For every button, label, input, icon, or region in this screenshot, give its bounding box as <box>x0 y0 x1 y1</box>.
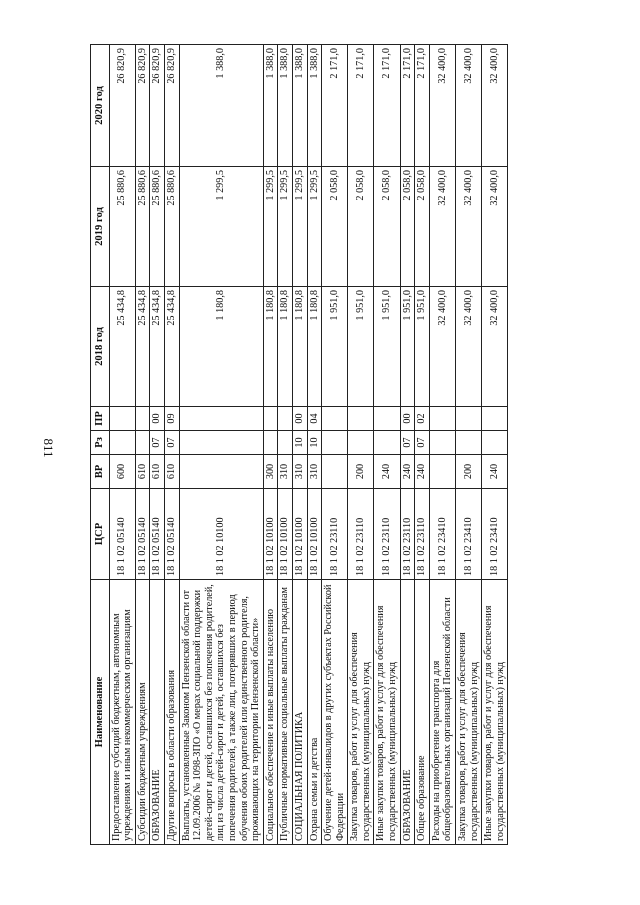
cell-pr <box>263 407 278 431</box>
cell-2018: 1 951,0 <box>415 287 430 407</box>
cell-2019: 1 299,5 <box>278 167 293 287</box>
cell-2019: 25 880,6 <box>150 167 165 287</box>
table-row <box>164 45 179 845</box>
cell-2020: 2 171,0 <box>415 45 430 167</box>
cell-2020: 2 171,0 <box>322 45 348 167</box>
cell-vr: 240 <box>400 455 415 489</box>
cell-csr: 18 1 02 10100 <box>179 489 263 580</box>
cell-name: ОБРАЗОВАНИЕ <box>150 580 165 845</box>
cell-vr: 610 <box>164 455 179 489</box>
cell-rz <box>179 431 263 455</box>
cell-2018: 1 951,0 <box>374 287 400 407</box>
cell-2018: 1 180,8 <box>278 287 293 407</box>
cell-csr: 18 1 02 23110 <box>348 489 374 580</box>
cell-csr: 18 1 02 23110 <box>400 489 415 580</box>
header-pr: ПР <box>91 407 110 431</box>
cell-2020: 2 171,0 <box>374 45 400 167</box>
cell-vr: 310 <box>307 455 322 489</box>
cell-rz: 07 <box>150 431 165 455</box>
cell-2020: 1 388,0 <box>179 45 263 167</box>
cell-name: Публичные нормативные социальные выплаты гражданам <box>278 580 293 845</box>
cell-rz <box>135 431 150 455</box>
cell-rz <box>348 431 374 455</box>
cell-2020: 26 820,9 <box>164 45 179 167</box>
cell-pr <box>109 407 135 431</box>
table-row <box>400 45 415 845</box>
cell-vr: 310 <box>278 455 293 489</box>
cell-2019: 25 880,6 <box>109 167 135 287</box>
cell-vr: 240 <box>374 455 400 489</box>
cell-vr: 610 <box>150 455 165 489</box>
cell-vr <box>429 455 455 489</box>
cell-csr: 18 1 02 05140 <box>164 489 179 580</box>
table-row <box>292 45 307 845</box>
table-body <box>109 45 508 845</box>
cell-vr: 310 <box>292 455 307 489</box>
cell-name: Обучение детей-инвалидов в других субъектах Российской Федерации <box>322 580 348 845</box>
cell-rz <box>109 431 135 455</box>
cell-vr: 600 <box>109 455 135 489</box>
cell-rz <box>456 431 482 455</box>
table-row <box>307 45 322 845</box>
table-row <box>415 45 430 845</box>
cell-name: Субсидии бюджетным учреждениям <box>135 580 150 845</box>
table-row <box>278 45 293 845</box>
cell-pr <box>322 407 348 431</box>
cell-2018: 25 434,8 <box>135 287 150 407</box>
header-2019: 2019 год <box>91 167 110 287</box>
header-name: Наименование <box>91 580 110 845</box>
cell-pr <box>482 407 508 431</box>
table-header-row <box>91 45 110 845</box>
header-csr: ЦСР <box>91 489 110 580</box>
table-row <box>456 45 482 845</box>
cell-2018: 1 180,8 <box>292 287 307 407</box>
header-rz: Рз <box>91 431 110 455</box>
table-row <box>348 45 374 845</box>
cell-name: Другие вопросы в области образования <box>164 580 179 845</box>
cell-csr: 18 1 02 10100 <box>292 489 307 580</box>
cell-2018: 32 400,0 <box>482 287 508 407</box>
cell-2020: 32 400,0 <box>456 45 482 167</box>
cell-rz: 07 <box>415 431 430 455</box>
table-row <box>322 45 348 845</box>
cell-csr: 18 1 02 05140 <box>109 489 135 580</box>
cell-vr: 300 <box>263 455 278 489</box>
cell-rz: 10 <box>292 431 307 455</box>
cell-2018: 25 434,8 <box>109 287 135 407</box>
cell-name: Закупка товаров, работ и услуг для обеспечения государственных (муниципальных) нужд <box>348 580 374 845</box>
cell-pr: 04 <box>307 407 322 431</box>
cell-name: Общее образование <box>415 580 430 845</box>
cell-name: Выплаты, установленные Законом Пензенской области от 12.09.2006 № 1098-ЗПО «О мерах социальной поддержки детей-сирот и детей, оставшихся без попечения родителей, лиц из числа детей-сирот и детей, оставшихся без попечения родителей, а также лиц, потерявших в период обучения обоих родителей или единственного родителя, проживающих на территории Пензенской области» <box>179 580 263 845</box>
cell-2018: 32 400,0 <box>429 287 455 407</box>
cell-2020: 32 400,0 <box>482 45 508 167</box>
cell-vr: 610 <box>135 455 150 489</box>
cell-2019: 32 400,0 <box>482 167 508 287</box>
cell-rz <box>278 431 293 455</box>
cell-rz: 10 <box>307 431 322 455</box>
cell-name: Охрана семьи и детства <box>307 580 322 845</box>
cell-csr: 18 1 02 10100 <box>263 489 278 580</box>
cell-2019: 2 058,0 <box>415 167 430 287</box>
cell-2020: 26 820,9 <box>135 45 150 167</box>
cell-2018: 1 951,0 <box>348 287 374 407</box>
cell-pr <box>135 407 150 431</box>
cell-2019: 2 058,0 <box>400 167 415 287</box>
cell-csr: 18 1 02 23410 <box>429 489 455 580</box>
table-row <box>429 45 455 845</box>
cell-2018: 1 180,8 <box>307 287 322 407</box>
cell-csr: 18 1 02 05140 <box>135 489 150 580</box>
cell-pr <box>429 407 455 431</box>
cell-name: Иные закупки товаров, работ и услуг для обеспечения государственных (муниципальных) нужд <box>482 580 508 845</box>
header-2018: 2018 год <box>91 287 110 407</box>
cell-2018: 32 400,0 <box>456 287 482 407</box>
cell-pr: 00 <box>400 407 415 431</box>
cell-name: Иные закупки товаров, работ и услуг для обеспечения государственных (муниципальных) нужд <box>374 580 400 845</box>
cell-rz <box>322 431 348 455</box>
cell-pr <box>456 407 482 431</box>
cell-csr: 18 1 02 23410 <box>482 489 508 580</box>
cell-2019: 1 299,5 <box>263 167 278 287</box>
cell-vr: 200 <box>348 455 374 489</box>
cell-csr: 18 1 02 23410 <box>456 489 482 580</box>
cell-2019: 1 299,5 <box>292 167 307 287</box>
cell-rz <box>374 431 400 455</box>
cell-pr: 02 <box>415 407 430 431</box>
table-row <box>179 45 263 845</box>
cell-csr: 18 1 02 10100 <box>278 489 293 580</box>
cell-pr <box>374 407 400 431</box>
cell-2018: 1 951,0 <box>322 287 348 407</box>
cell-2018: 1 951,0 <box>400 287 415 407</box>
cell-2018: 1 180,8 <box>263 287 278 407</box>
cell-2020: 1 388,0 <box>263 45 278 167</box>
cell-2020: 2 171,0 <box>400 45 415 167</box>
cell-2018: 25 434,8 <box>150 287 165 407</box>
cell-2019: 1 299,5 <box>307 167 322 287</box>
cell-csr: 18 1 02 23110 <box>374 489 400 580</box>
table-row <box>263 45 278 845</box>
cell-rz: 07 <box>164 431 179 455</box>
cell-2020: 26 820,9 <box>150 45 165 167</box>
cell-name: СОЦИАЛЬНАЯ ПОЛИТИКА <box>292 580 307 845</box>
cell-rz <box>482 431 508 455</box>
cell-pr <box>179 407 263 431</box>
rotated-page-content <box>90 45 630 845</box>
cell-2019: 32 400,0 <box>456 167 482 287</box>
cell-vr: 240 <box>482 455 508 489</box>
cell-2019: 32 400,0 <box>429 167 455 287</box>
cell-2020: 1 388,0 <box>292 45 307 167</box>
cell-2019: 2 058,0 <box>348 167 374 287</box>
cell-csr: 18 1 02 10100 <box>307 489 322 580</box>
cell-2018: 25 434,8 <box>164 287 179 407</box>
cell-pr <box>348 407 374 431</box>
cell-csr: 18 1 02 23110 <box>415 489 430 580</box>
cell-2019: 2 058,0 <box>374 167 400 287</box>
cell-name: Социальное обеспечение и иные выплаты населению <box>263 580 278 845</box>
cell-2019: 2 058,0 <box>322 167 348 287</box>
table-row <box>374 45 400 845</box>
page-number: 811 <box>41 438 56 458</box>
header-2020: 2020 год <box>91 45 110 167</box>
cell-name: Расходы на приобретение транспорта для общеобразовательных организаций Пензенской области <box>429 580 455 845</box>
cell-pr: 00 <box>292 407 307 431</box>
cell-vr <box>322 455 348 489</box>
table-row <box>482 45 508 845</box>
cell-2018: 1 180,8 <box>179 287 263 407</box>
cell-2020: 1 388,0 <box>307 45 322 167</box>
cell-pr: 09 <box>164 407 179 431</box>
cell-2019: 25 880,6 <box>164 167 179 287</box>
cell-2019: 1 299,5 <box>179 167 263 287</box>
cell-2020: 1 388,0 <box>278 45 293 167</box>
cell-2020: 26 820,9 <box>109 45 135 167</box>
cell-rz <box>429 431 455 455</box>
cell-pr <box>278 407 293 431</box>
cell-pr: 00 <box>150 407 165 431</box>
cell-csr: 18 1 02 05140 <box>150 489 165 580</box>
table-row <box>135 45 150 845</box>
cell-csr: 18 1 02 23110 <box>322 489 348 580</box>
cell-name: Предоставление субсидий бюджетным, автономным учреждениям и иным некоммерческим организациям <box>109 580 135 845</box>
cell-name: ОБРАЗОВАНИЕ <box>400 580 415 845</box>
table-row <box>150 45 165 845</box>
cell-2020: 2 171,0 <box>348 45 374 167</box>
table-row <box>109 45 135 845</box>
cell-vr: 200 <box>456 455 482 489</box>
cell-rz <box>263 431 278 455</box>
cell-vr <box>179 455 263 489</box>
cell-2020: 32 400,0 <box>429 45 455 167</box>
header-vr: ВР <box>91 455 110 489</box>
cell-vr: 240 <box>415 455 430 489</box>
cell-name: Закупка товаров, работ и услуг для обеспечения государственных (муниципальных) нужд <box>456 580 482 845</box>
cell-2019: 25 880,6 <box>135 167 150 287</box>
budget-table <box>90 44 508 845</box>
cell-rz: 07 <box>400 431 415 455</box>
